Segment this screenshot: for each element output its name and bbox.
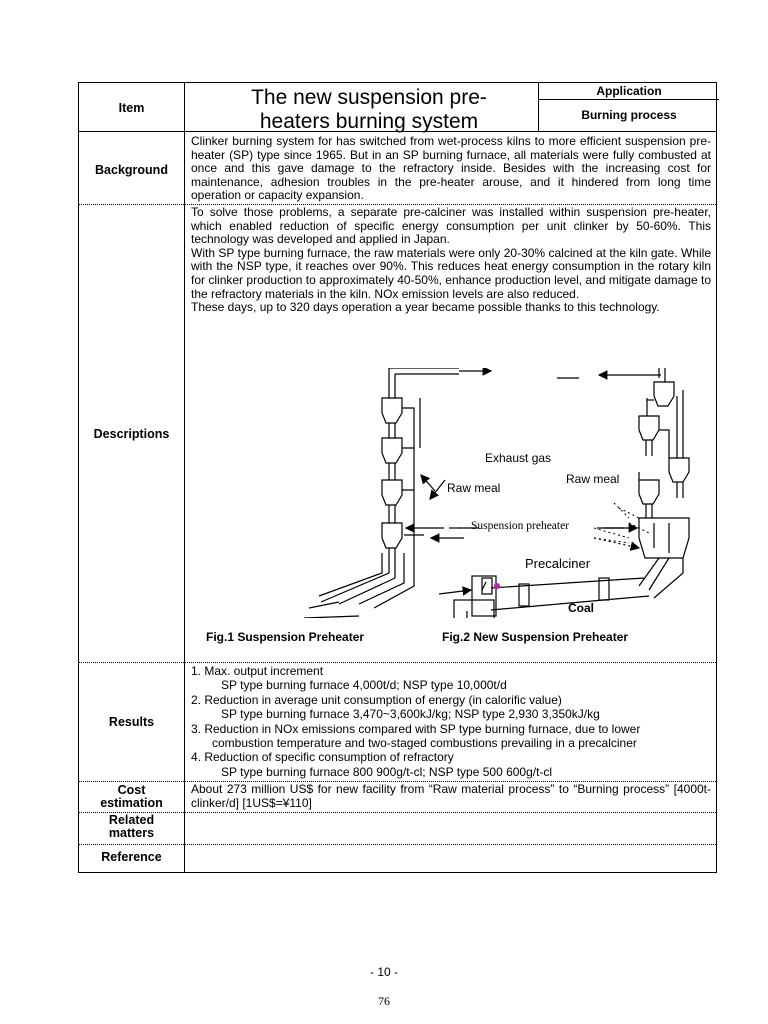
results-detail: SP type burning furnace 4,000t/d; NSP type 10,000t/d	[221, 678, 507, 693]
page-number: 76	[378, 994, 390, 1008]
cost-text: About 273 million US$ for new facility from “Raw material process” to “Burning process” [4000t-clinker/d] [1US$=¥110]	[191, 782, 711, 810]
column-divider	[184, 83, 185, 872]
title-line-1: The new suspension pre-	[251, 86, 487, 109]
results-detail: SP type burning furnace 3,470~3,600kJ/kg; NSP type 2,930 3,350kJ/kg	[221, 707, 600, 722]
results-detail: SP type burning furnace 800 900g/t-cl; NSP type 500 600g/t-cl	[221, 764, 553, 779]
fig1-caption: Fig.1 Suspension Preheater	[206, 630, 365, 644]
related-label	[79, 814, 184, 840]
related-label-line-1: Related	[108, 813, 155, 827]
results-item: 2. Reduction in average unit consumption of energy (in calorific value)	[191, 692, 562, 707]
results-item: 1. Max. output increment	[191, 664, 324, 678]
application-label: Application	[539, 83, 719, 100]
cost-label-line-2: estimation	[100, 796, 163, 810]
rotary-kiln	[454, 576, 649, 618]
results-detail: combustion temperature and two-staged combustions prevailing in a precalciner	[212, 736, 637, 751]
cost-label	[79, 784, 184, 810]
results-label: Results	[108, 715, 155, 729]
descriptions-paragraph: These days, up to 320 days operation a year became possible thanks to this technology.	[191, 300, 660, 315]
reference-label: Reference	[101, 850, 162, 864]
page-marker: - 10 -	[369, 965, 398, 979]
label-suspension-preheater: Suspension preheater	[471, 520, 570, 532]
cost-label-line-1: Cost	[117, 783, 146, 797]
burner-point	[494, 583, 500, 589]
row-separator	[79, 662, 716, 663]
title-line-2: heaters burning system	[259, 110, 479, 133]
descriptions-text	[191, 206, 711, 315]
label-raw-meal-left: Raw meal	[447, 481, 501, 495]
results-item: 4. Reduction of specific consumption of refractory	[191, 750, 454, 765]
related-label-line-2: matters	[108, 826, 155, 840]
item-label: Item	[118, 101, 145, 115]
label-exhaust-gas: Exhaust gas	[485, 451, 552, 465]
results-list	[191, 664, 711, 779]
label-coal-top: Coal	[568, 601, 595, 615]
fig2-new-suspension-preheater	[639, 368, 689, 598]
row-separator	[79, 812, 716, 813]
background-text: Clinker burning system for has switched from wet-process kilns to more efficient suspension pre-heater (SP) type since 1965. But in an SP burning furnace, all materials were fully combusted at once and this gave damage to the refractory inside. Besides with the increasing cost for maintenance, adhesion troubles in the pre-heater arouse, and it hindered from long time operation or capacity expansion.	[191, 134, 711, 203]
application-value: Burning process	[581, 108, 677, 122]
background-label: Background	[95, 163, 168, 177]
label-raw-meal-right: Raw meal	[566, 472, 620, 486]
row-separator	[79, 131, 716, 132]
page-title	[219, 86, 519, 134]
application-box	[538, 83, 719, 131]
results-item: 3. Reduction in NOx emissions compared with SP type burning furnace, due to lower	[191, 721, 641, 736]
fig2-caption: Fig.2 New Suspension Preheater	[442, 630, 629, 644]
descriptions-paragraph: With SP type burning furnace, the raw materials were only 20-30% calcined at the kiln gate. While with the NSP type, it reaches over 90%. This reduces heat energy consumption in the rotary kiln for clinker production to approximately 40-50%, enhance production level, and mitigate damage to the refractory materials in the kiln. NOx emission levels are also reduced.	[191, 245, 711, 301]
preheater-diagram	[199, 368, 709, 618]
descriptions-label: Descriptions	[93, 427, 170, 441]
descriptions-paragraph: To solve those problems, a separate pre-calciner was installed within suspension pre-heater, which enabled reduction of specific energy consumption per unit clinker by 50-60%. This technology was developed and applied in Japan.	[191, 205, 711, 247]
label-precalciner: Precalciner	[525, 556, 591, 571]
row-separator	[79, 844, 716, 845]
main-table	[78, 82, 717, 873]
